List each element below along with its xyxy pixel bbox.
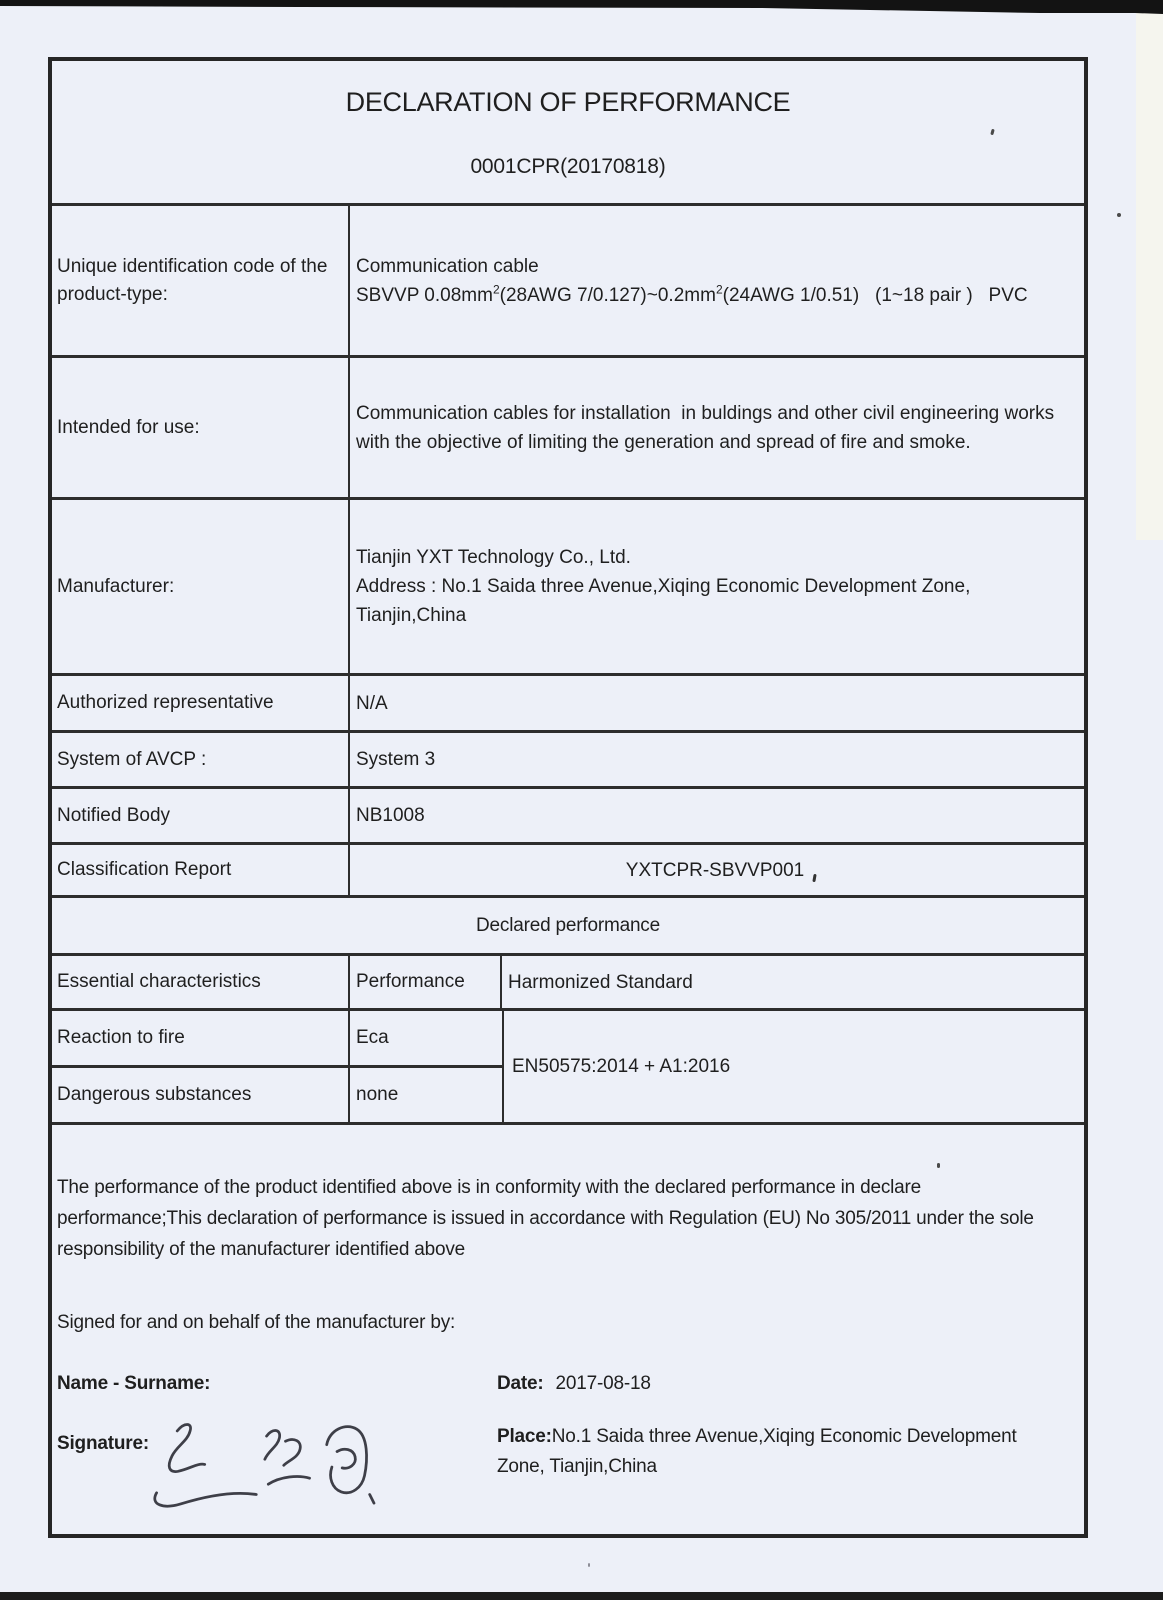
reaction-label: Reaction to fire — [52, 1011, 350, 1065]
document-title: DECLARATION OF PERFORMANCE — [345, 87, 791, 117]
avcp-value: System 3 — [356, 749, 436, 770]
signature-stroke-4 — [284, 1440, 301, 1466]
identification-label: Unique identification code of the product-type: — [52, 206, 350, 355]
place-value: No.1 Saida three Avenue,Xiqing Economic Development Zone, Tianjin,China — [497, 1426, 1017, 1477]
scan-edge-right-strip — [1136, 10, 1163, 540]
place-block — [497, 1422, 1057, 1482]
signature-stroke-2 — [155, 1493, 256, 1506]
date-label: Date: — [497, 1373, 544, 1394]
scan-speck — [588, 1563, 590, 1567]
signature-stroke-6 — [327, 1427, 367, 1493]
row-declared-performance-title — [52, 895, 1084, 953]
title-block — [52, 61, 1084, 203]
handwritten-signature — [148, 1413, 380, 1509]
signature-section — [52, 1122, 1084, 1534]
signature-label: Signature: — [57, 1433, 149, 1454]
identification-line1: Communication cable — [356, 255, 539, 277]
notified-body-label: Notified Body — [52, 789, 350, 842]
name-surname-label: Name - Surname: — [57, 1373, 211, 1394]
avcp-label: System of AVCP : — [52, 733, 350, 786]
scan-edge-bottom-band — [0, 1592, 1163, 1600]
date-line — [497, 1373, 651, 1395]
row-dangerous-substances — [52, 1065, 502, 1122]
declared-performance-title: Declared performance — [476, 914, 660, 936]
intended-use-label: Intended for use: — [52, 358, 350, 497]
authorized-rep-label: Authorized representative — [52, 676, 350, 730]
row-notified-body — [52, 786, 1084, 842]
conformity-paragraph: The performance of the product identified above is in conformity with the declared performance in declare performance;This declaration of performance is issued in accordance with Regulation (EU) No 305/2011 under the sole responsibility of the manufacturer identified above — [57, 1177, 1034, 1260]
row-classification — [52, 842, 1084, 895]
intended-use-value — [350, 358, 1096, 497]
row-manufacturer — [52, 497, 1084, 673]
id-line2-part-a: SBVVP 0.08mm — [356, 284, 493, 306]
place-label: Place: — [497, 1426, 552, 1447]
date-value: 2017-08-18 — [555, 1373, 651, 1394]
manufacturer-label: Manufacturer: — [52, 500, 350, 673]
manufacturer-line2: Address : No.1 Saida three Avenue,Xiqing Economic Development Zone, — [356, 576, 971, 597]
perf-header-col3: Harmonized Standard — [508, 971, 693, 993]
signature-stroke-8 — [370, 1495, 374, 1504]
scan-edge-top-band — [0, 0, 1163, 18]
authorized-rep-value: N/A — [356, 692, 388, 714]
declaration-document — [48, 57, 1088, 1538]
document-code: 0001CPR(20170818) — [470, 155, 666, 178]
row-intended-use — [52, 355, 1084, 497]
row-authorized-rep — [52, 673, 1084, 730]
signature-stroke-3 — [265, 1430, 280, 1459]
id-line2-part-c: (24AWG 1/0.51) (1~18 pair ) PVC — [722, 284, 1028, 306]
id-line2-part-b: (28AWG 7/0.127)~0.2mm — [499, 284, 716, 306]
signature-stroke-5 — [268, 1476, 309, 1484]
intended-use-text: Communication cables for installation in buldings and other civil engineering works with the objective of limiting the generation and spread of fire and smoke. — [356, 402, 1060, 453]
dangerous-value: none — [356, 1084, 399, 1105]
identification-line2 — [356, 281, 1074, 310]
reaction-value: Eca — [356, 1027, 389, 1048]
row-performance-values — [52, 1008, 1084, 1122]
notified-body-value: NB1008 — [356, 805, 425, 826]
row-identification — [52, 203, 1084, 355]
manufacturer-line3: Tianjin,China — [356, 605, 467, 626]
perf-header-col1: Essential characteristics — [52, 956, 350, 1008]
row-reaction-to-fire — [52, 1011, 502, 1065]
classification-label: Classification Report — [52, 845, 350, 895]
id-line2-sup-b: 2 — [715, 282, 723, 297]
scan-speck — [937, 1163, 940, 1168]
classification-value: YXTCPR-SBVVP001 — [625, 859, 805, 881]
signature-stroke-1 — [169, 1424, 205, 1471]
signed-by-line: Signed for and on behalf of the manufacturer by: — [57, 1312, 456, 1333]
performance-left-columns — [52, 1011, 504, 1122]
id-line2-sup-a: 2 — [492, 282, 500, 297]
row-avcp — [52, 730, 1084, 786]
row-performance-header — [52, 953, 1084, 1008]
signature-stroke-7 — [337, 1449, 355, 1468]
manufacturer-line1: Tianjin YXT Technology Co., Ltd. — [356, 547, 631, 568]
dangerous-label: Dangerous substances — [52, 1068, 350, 1122]
identification-value — [350, 206, 1084, 355]
scan-speck — [1117, 213, 1121, 217]
harmonized-standard-value: EN50575:2014 + A1:2016 — [512, 1055, 731, 1077]
manufacturer-value — [350, 500, 1084, 673]
perf-header-col2: Performance — [350, 956, 502, 1008]
